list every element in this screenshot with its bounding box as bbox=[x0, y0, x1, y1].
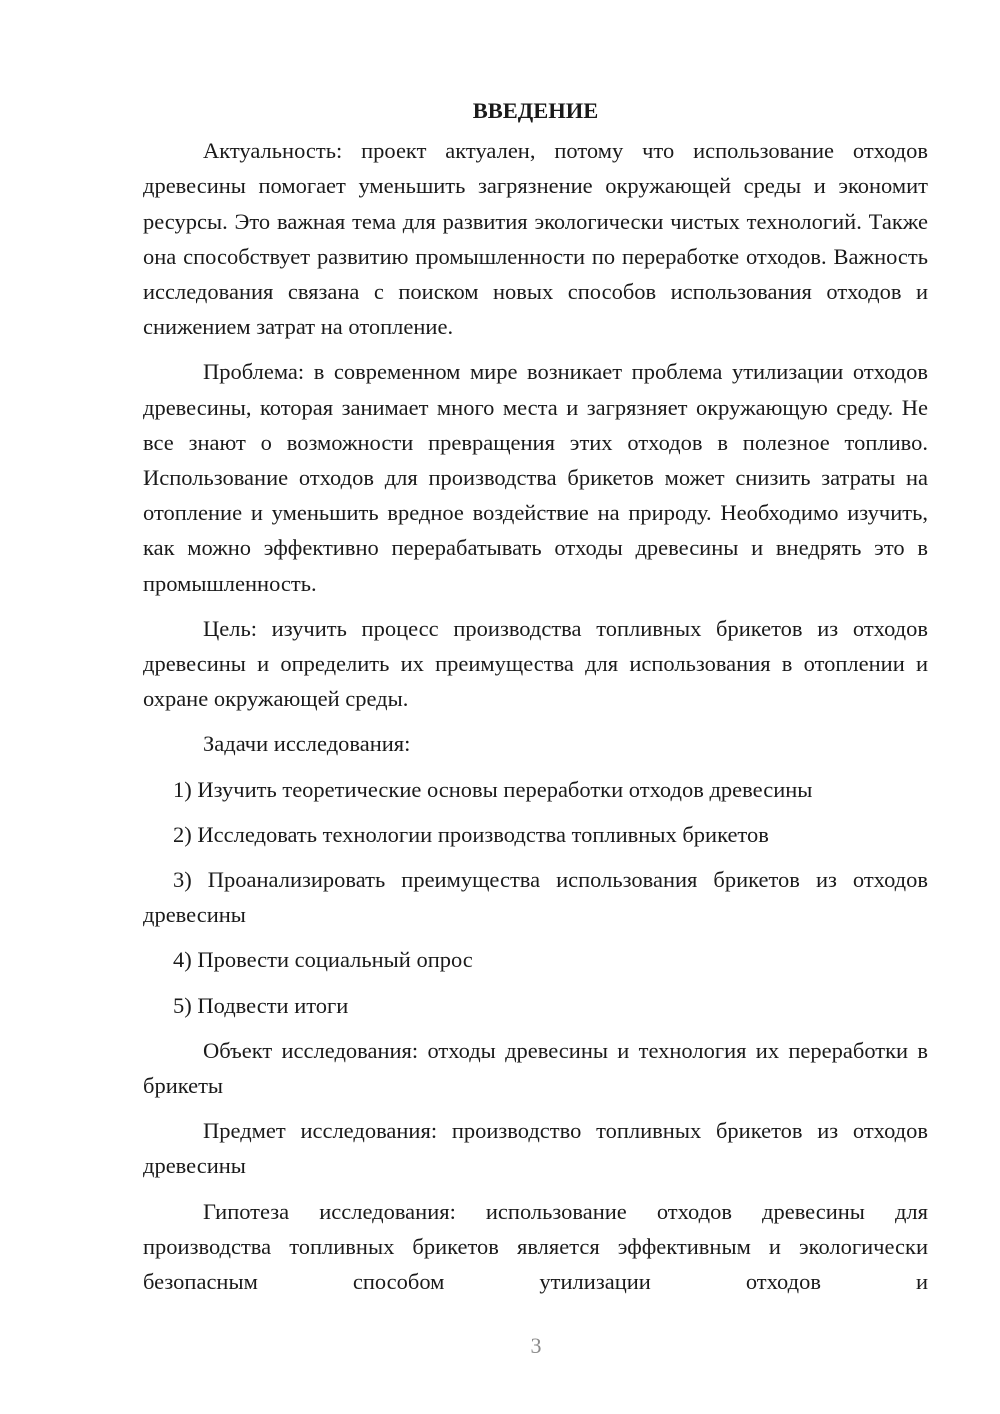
paragraph-subject: Предмет исследования: производство топливных брикетов из отходов древесины bbox=[143, 1118, 928, 1179]
page-number: 3 bbox=[530, 1333, 542, 1358]
paragraph-problem: Проблема: в современном мире возникает проблема утилизации отходов древесины, которая занимает много места и загрязняет окружающую среду. Не все знают о возможности превращения этих отходов в полезное топливо. Использование отходов для производства брикетов может снизить затраты на отопление и уменьшить вредное воздействие на природу. Необходимо изучить, как можно эффективно перерабатывать отходы древесины и внедрять это в промышленность. bbox=[143, 359, 928, 596]
paragraph-object: Объект исследования: отходы древесины и технология их переработки в брикеты bbox=[143, 1037, 928, 1099]
paragraph-relevance: Актуальность: проект актуален, потому что использование отходов древесины помогает уменьшить загрязнение окружающей среды и экономит ресурсы. Это важная тема для развития экологически чистых технологий. Также она способствует развитию промышленности по переработке отходов. Важность исследования связана с поиском новых способов использования отходов и снижением затрат на отопление. bbox=[143, 138, 928, 340]
task-item-4: 4) Провести социальный опрос bbox=[173, 947, 473, 973]
tasks-heading: Задачи исследования: bbox=[203, 731, 411, 757]
task-item-5: 5) Подвести итоги bbox=[173, 992, 349, 1018]
task-item-2: 2) Исследовать технологии производства топливных брикетов bbox=[173, 821, 769, 847]
paragraph-hypothesis: Гипотеза исследования: использование отходов древесины для производства топливных брикетов является эффективным и экологически безопасным способом утилизации отходов и bbox=[143, 1198, 928, 1295]
paragraph-goal: Цель: изучить процесс производства топливных брикетов из отходов древесины и определить их преимущества для использования в отоплении и охране окружающей среды. bbox=[143, 615, 928, 712]
page-content bbox=[143, 93, 928, 1299]
section-title: ВВЕДЕНИЕ bbox=[472, 98, 599, 123]
task-item-1: 1) Изучить теоретические основы переработки отходов древесины bbox=[173, 776, 813, 802]
task-item-3: 3) Проанализировать преимущества использования брикетов из отходов древесины bbox=[143, 867, 928, 928]
